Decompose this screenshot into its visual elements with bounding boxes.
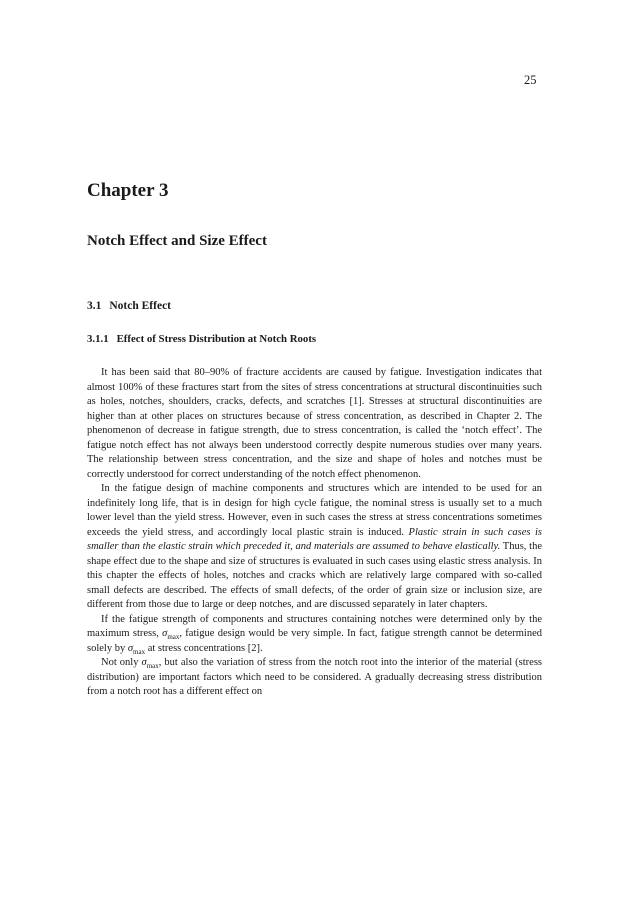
section-heading — [87, 300, 171, 312]
paragraph-3-part-b: , fatigue design would be very simple. In fact, fatigue strength cannot be determined solely by — [87, 628, 542, 654]
paragraph-3-part-a: If the fatigue strength of components and structures containing notches were determined only by the maximum stress, — [87, 613, 542, 639]
chapter-label: Chapter 3 — [87, 180, 169, 201]
body-text — [87, 366, 542, 700]
chapter-title: Notch Effect and Size Effect — [87, 233, 267, 249]
paragraph-4-part-a: Not only — [101, 657, 142, 668]
subsection-title: Effect of Stress Distribution at Notch Roots — [116, 333, 317, 345]
section-title: Notch Effect — [109, 300, 172, 312]
sigma-symbol: σ — [127, 642, 134, 654]
section-number: 3.1 — [87, 300, 102, 312]
sigma-symbol: σ — [162, 628, 168, 639]
paragraph-3-part-c: at stress concentrations [2]. — [145, 642, 263, 654]
subsection-number: 3.1.1 — [87, 333, 109, 345]
subsection-heading — [87, 333, 316, 345]
page-number: 25 — [524, 73, 537, 87]
paragraph-2-italic: Plastic strain in such cases is smaller than the elastic strain which preceded it, and materials are assumed to behave elastically. — [87, 526, 542, 552]
paragraph-3 — [87, 613, 542, 657]
paragraph-1: It has been said that 80–90% of fracture accidents are caused by fatigue. Investigation indicates that almost 100% of these fractures start from the sites of stress concentrations at structural discontinuities such as holes, notches, shoulders, cracks, defects, and scratches [1]. Stresses at structural discontinuities are higher than at other places on structures because of stress concentration, as described in Chapter 2. The phenomenon of decrease in fatigue strength, due to stress concentration, is called the ‘notch effect’. The fatigue notch effect has not always been understood correctly despite numerous studies over many years. The relationship between stress concentration, and the size and shape of holes and notches must be correctly understood for correct understanding of the notch effect phenomenon. — [87, 367, 542, 480]
paragraph-4 — [87, 656, 542, 700]
sigma-symbol: σ — [141, 657, 147, 668]
paragraph-4-part-b: , but also the variation of stress from the notch root into the interior of the material (stress distribution) are important factors which need to be considered. A gradually decreasing stress distribution from a notch root has a different effect on — [87, 657, 543, 697]
paragraph-2-part-a: In the fatigue design of machine components and structures which are intended to be used for an indefinitely long life, that is in design for high cycle fatigue, the nominal stress is usually set to a much lower level than the yield stress. However, even in such cases the stress at stress concentrations sometimes exceeds the yield stress, and accordingly local plastic strain is induced. — [87, 483, 542, 538]
paragraph-2-part-b: Thus, the shape effect due to the shape and size of structures is evaluated in such cases using elastic stress analysis. In this chapter the effects of holes, notches and cracks which are relatively large compared with so-called small defects are described. The effects of small defects, of the order of grain size or inclusion size, are different from those due to large or deep notches, and are discussed separately in later chapters. — [87, 541, 543, 610]
max-subscript: max — [133, 647, 146, 656]
max-subscript: max — [167, 633, 180, 642]
paragraph-2 — [87, 482, 542, 613]
max-subscript: max — [146, 662, 159, 671]
